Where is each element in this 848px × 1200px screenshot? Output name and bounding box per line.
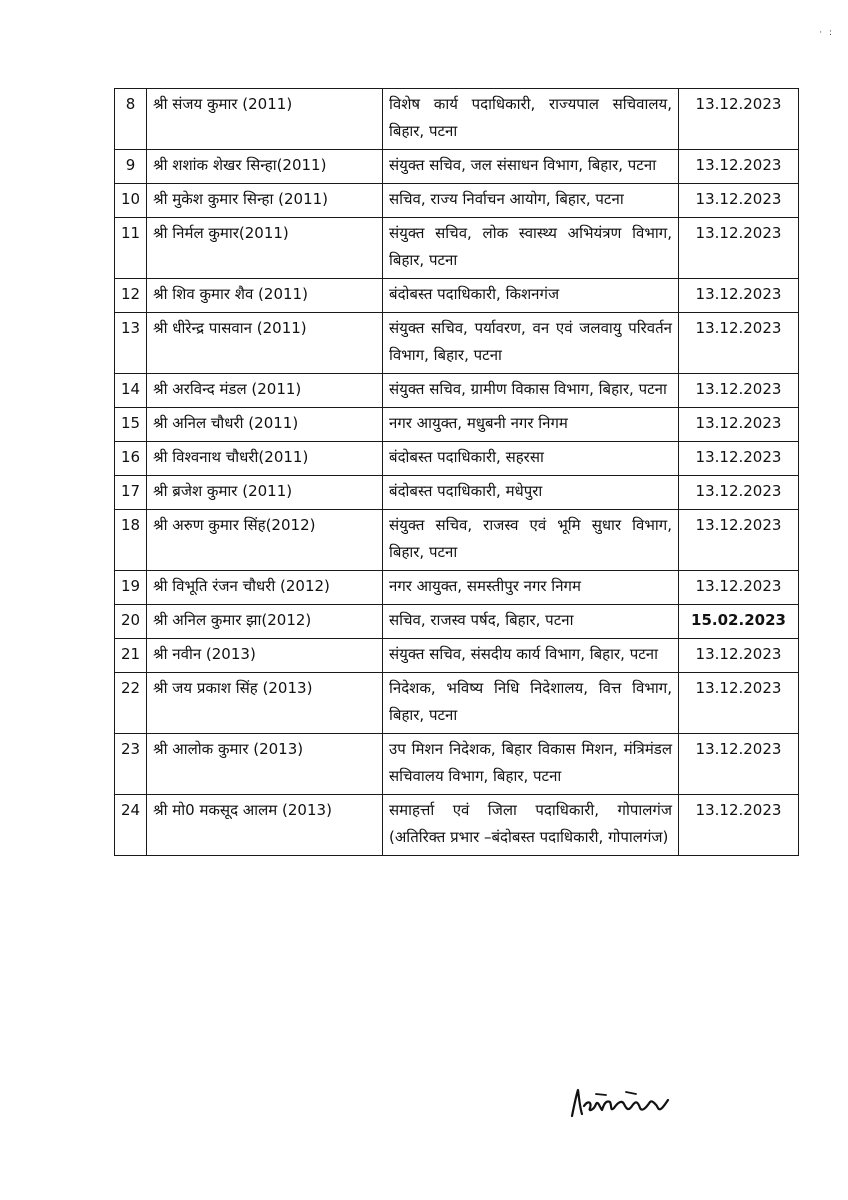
- serial-number-cell: 20: [115, 605, 147, 639]
- date-cell: 13.12.2023: [679, 639, 799, 673]
- officer-name-cell: श्री विभूति रंजन चौधरी (2012): [147, 571, 383, 605]
- officer-name-cell: श्री ब्रजेश कुमार (2011): [147, 476, 383, 510]
- serial-number-cell: 16: [115, 442, 147, 476]
- date-cell: 13.12.2023: [679, 313, 799, 374]
- posting-cell: संयुक्त सचिव, पर्यावरण, वन एवं जलवायु परिवर्तन विभाग, बिहार, पटना: [383, 313, 679, 374]
- serial-number-cell: 17: [115, 476, 147, 510]
- officer-name-cell: श्री संजय कुमार (2011): [147, 89, 383, 150]
- posting-cell: बंदोबस्त पदाधिकारी, मधेपुरा: [383, 476, 679, 510]
- officer-name-cell: श्री विश्वनाथ चौधरी(2011): [147, 442, 383, 476]
- serial-number-cell: 8: [115, 89, 147, 150]
- officer-name-cell: श्री आलोक कुमार (2013): [147, 734, 383, 795]
- posting-cell: संयुक्त सचिव, लोक स्वास्थ्य अभियंत्रण विभाग, बिहार, पटना: [383, 218, 679, 279]
- table-row: [115, 184, 799, 218]
- table-row: [115, 374, 799, 408]
- table-row: [115, 279, 799, 313]
- corner-mark: · :: [819, 28, 834, 38]
- posting-cell: संयुक्त सचिव, राजस्व एवं भूमि सुधार विभाग, बिहार, पटना: [383, 510, 679, 571]
- posting-cell: विशेष कार्य पदाधिकारी, राज्यपाल सचिवालय, बिहार, पटना: [383, 89, 679, 150]
- date-cell: 13.12.2023: [679, 184, 799, 218]
- table-row: [115, 510, 799, 571]
- date-cell: 13.12.2023: [679, 89, 799, 150]
- date-cell: 13.12.2023: [679, 673, 799, 734]
- officers-table: [114, 88, 799, 856]
- serial-number-cell: 11: [115, 218, 147, 279]
- serial-number-cell: 21: [115, 639, 147, 673]
- officers-table-body: [115, 89, 799, 856]
- date-cell: 13.12.2023: [679, 150, 799, 184]
- date-cell: 13.12.2023: [679, 408, 799, 442]
- signature: [566, 1086, 676, 1120]
- date-cell: 13.12.2023: [679, 442, 799, 476]
- table-row: [115, 218, 799, 279]
- posting-cell: संयुक्त सचिव, ग्रामीण विकास विभाग, बिहार, पटना: [383, 374, 679, 408]
- posting-cell: उप मिशन निदेशक, बिहार विकास मिशन, मंत्रिमंडल सचिवालय विभाग, बिहार, पटना: [383, 734, 679, 795]
- posting-cell: बंदोबस्त पदाधिकारी, सहरसा: [383, 442, 679, 476]
- serial-number-cell: 19: [115, 571, 147, 605]
- officer-name-cell: श्री नवीन (2013): [147, 639, 383, 673]
- table-row: [115, 605, 799, 639]
- date-cell: 13.12.2023: [679, 476, 799, 510]
- table-row: [115, 795, 799, 856]
- officer-name-cell: श्री मुकेश कुमार सिन्हा (2011): [147, 184, 383, 218]
- table-row: [115, 89, 799, 150]
- serial-number-cell: 15: [115, 408, 147, 442]
- serial-number-cell: 22: [115, 673, 147, 734]
- posting-cell: सचिव, राजस्व पर्षद, बिहार, पटना: [383, 605, 679, 639]
- officer-name-cell: श्री अनिल कुमार झा(2012): [147, 605, 383, 639]
- posting-cell: निदेशक, भविष्य निधि निदेशालय, वित्त विभाग, बिहार, पटना: [383, 673, 679, 734]
- table-row: [115, 571, 799, 605]
- table-row: [115, 408, 799, 442]
- posting-cell: समाहर्त्ता एवं जिला पदाधिकारी, गोपालगंज (अतिरिक्त प्रभार –बंदोबस्त पदाधिकारी, गोपालगंज): [383, 795, 679, 856]
- serial-number-cell: 9: [115, 150, 147, 184]
- posting-cell: सचिव, राज्य निर्वाचन आयोग, बिहार, पटना: [383, 184, 679, 218]
- serial-number-cell: 18: [115, 510, 147, 571]
- officer-name-cell: श्री अनिल चौधरी (2011): [147, 408, 383, 442]
- table-row: [115, 673, 799, 734]
- date-cell: 13.12.2023: [679, 510, 799, 571]
- date-cell: 13.12.2023: [679, 218, 799, 279]
- table-row: [115, 734, 799, 795]
- serial-number-cell: 23: [115, 734, 147, 795]
- date-cell: 13.12.2023: [679, 279, 799, 313]
- serial-number-cell: 14: [115, 374, 147, 408]
- officer-name-cell: श्री मो0 मकसूद आलम (2013): [147, 795, 383, 856]
- date-cell: 13.12.2023: [679, 795, 799, 856]
- officer-name-cell: श्री जय प्रकाश सिंह (2013): [147, 673, 383, 734]
- table-row: [115, 442, 799, 476]
- officer-name-cell: श्री अरुण कुमार सिंह(2012): [147, 510, 383, 571]
- serial-number-cell: 24: [115, 795, 147, 856]
- table-row: [115, 639, 799, 673]
- date-cell: 13.12.2023: [679, 734, 799, 795]
- serial-number-cell: 13: [115, 313, 147, 374]
- officer-name-cell: श्री शिव कुमार शैव (2011): [147, 279, 383, 313]
- officer-name-cell: श्री शशांक शेखर सिन्हा(2011): [147, 150, 383, 184]
- posting-cell: संयुक्त सचिव, संसदीय कार्य विभाग, बिहार, पटना: [383, 639, 679, 673]
- table-row: [115, 313, 799, 374]
- officer-name-cell: श्री निर्मल कुमार(2011): [147, 218, 383, 279]
- officer-name-cell: श्री धीरेन्द्र पासवान (2011): [147, 313, 383, 374]
- serial-number-cell: 12: [115, 279, 147, 313]
- officer-name-cell: श्री अरविन्द मंडल (2011): [147, 374, 383, 408]
- table-row: [115, 476, 799, 510]
- serial-number-cell: 10: [115, 184, 147, 218]
- table-row: [115, 150, 799, 184]
- date-cell: 13.12.2023: [679, 571, 799, 605]
- date-cell: 15.02.2023: [679, 605, 799, 639]
- posting-cell: संयुक्त सचिव, जल संसाधन विभाग, बिहार, पटना: [383, 150, 679, 184]
- posting-cell: नगर आयुक्त, समस्तीपुर नगर निगम: [383, 571, 679, 605]
- date-cell: 13.12.2023: [679, 374, 799, 408]
- posting-cell: नगर आयुक्त, मधुबनी नगर निगम: [383, 408, 679, 442]
- posting-cell: बंदोबस्त पदाधिकारी, किशनगंज: [383, 279, 679, 313]
